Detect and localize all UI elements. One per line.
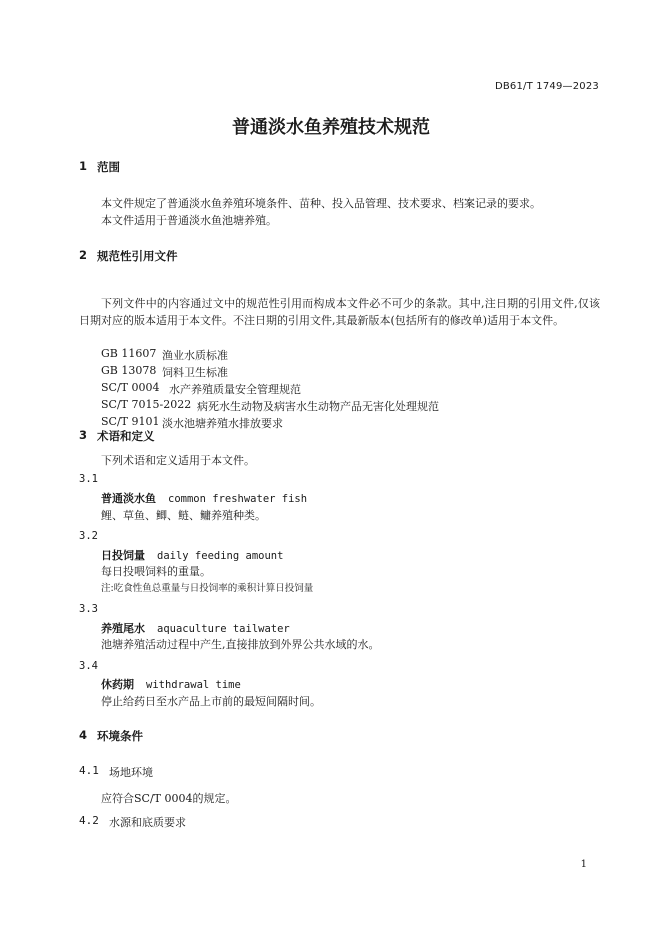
term-heading <box>101 547 283 563</box>
terms-intro: 下列术语和定义适用于本文件。 <box>101 454 255 467</box>
term-definition: 鲤、草鱼、鲫、鲢、鳙养殖种类。 <box>101 509 266 522</box>
reference-code: SC/T 0004 <box>101 381 160 394</box>
section-3-number: 3 <box>79 428 88 442</box>
term-heading <box>101 490 307 506</box>
term-english: withdrawal time <box>146 679 241 691</box>
scope-paragraph-1: 本文件规定了普通淡水鱼养殖环境条件、苗种、投入品管理、技术要求、档案记录的要求。 <box>101 197 541 210</box>
term-definition: 停止给药日至水产品上市前的最短间隔时间。 <box>101 695 321 708</box>
term-number: 3.4 <box>79 660 98 672</box>
reference-code: SC/T 9101 <box>101 415 160 428</box>
section-2-title: 规范性引用文件 <box>97 249 178 263</box>
document-title: 普通淡水鱼养殖技术规范 <box>232 117 430 138</box>
term-chinese: 养殖尾水 <box>101 622 145 635</box>
reference-code: GB 13078 <box>101 364 157 377</box>
section-3-title: 术语和定义 <box>97 429 155 443</box>
reference-name: 淡水池塘养殖水排放要求 <box>162 417 283 430</box>
reference-name: 渔业水质标准 <box>162 349 228 362</box>
term-number: 3.1 <box>79 473 98 485</box>
term-number: 3.3 <box>79 603 98 615</box>
subsection-title: 水源和底质要求 <box>109 816 186 829</box>
term-chinese: 日投饲量 <box>101 549 145 562</box>
scope-paragraph-2: 本文件适用于普通淡水鱼池塘养殖。 <box>101 214 277 227</box>
term-definition: 每日投喂饲料的重量。 <box>101 565 211 578</box>
term-chinese: 休药期 <box>101 678 134 691</box>
reference-code: GB 11607 <box>101 347 157 360</box>
subsection-title: 场地环境 <box>109 766 153 779</box>
normative-references-intro: 下列文件中的内容通过文中的规范性引用而构成本文件必不可少的条款。其中,注日期的引用文件,仅该日期对应的版本适用于本文件。不注日期的引用文件,其最新版本(包括所有的修改单)适用于本文件。 <box>79 297 600 327</box>
term-heading <box>101 620 290 636</box>
reference-name: 饲料卫生标准 <box>162 366 228 379</box>
subsection-number: 4.1 <box>79 764 99 777</box>
section-1-title: 范围 <box>97 160 120 174</box>
document-code: DB61/T 1749—2023 <box>494 81 599 92</box>
section-1-number: 1 <box>79 159 88 173</box>
term-note: 注:吃食性鱼总重量与日投饲率的乘积计算日投饲量 <box>101 583 314 594</box>
term-english: common freshwater fish <box>168 493 308 505</box>
term-number: 3.2 <box>79 530 98 542</box>
section-4-number: 4 <box>79 728 88 742</box>
term-heading <box>101 676 241 692</box>
term-english: daily feeding amount <box>157 550 284 562</box>
term-english: aquaculture tailwater <box>157 623 290 635</box>
subsection-number: 4.2 <box>79 814 99 827</box>
page-number: 1 <box>580 859 587 870</box>
term-definition: 池塘养殖活动过程中产生,直接排放到外界公共水域的水。 <box>101 638 380 651</box>
section-4-title: 环境条件 <box>97 729 143 743</box>
term-chinese: 普通淡水鱼 <box>101 492 156 505</box>
reference-name: 病死水生动物及病害水生动物产品无害化处理规范 <box>197 400 439 413</box>
section-2-number: 2 <box>79 248 88 262</box>
reference-code: SC/T 7015-2022 <box>101 398 192 411</box>
subsection-text: 应符合SC/T 0004的规定。 <box>101 792 237 805</box>
reference-name: 水产养殖质量安全管理规范 <box>169 383 301 396</box>
